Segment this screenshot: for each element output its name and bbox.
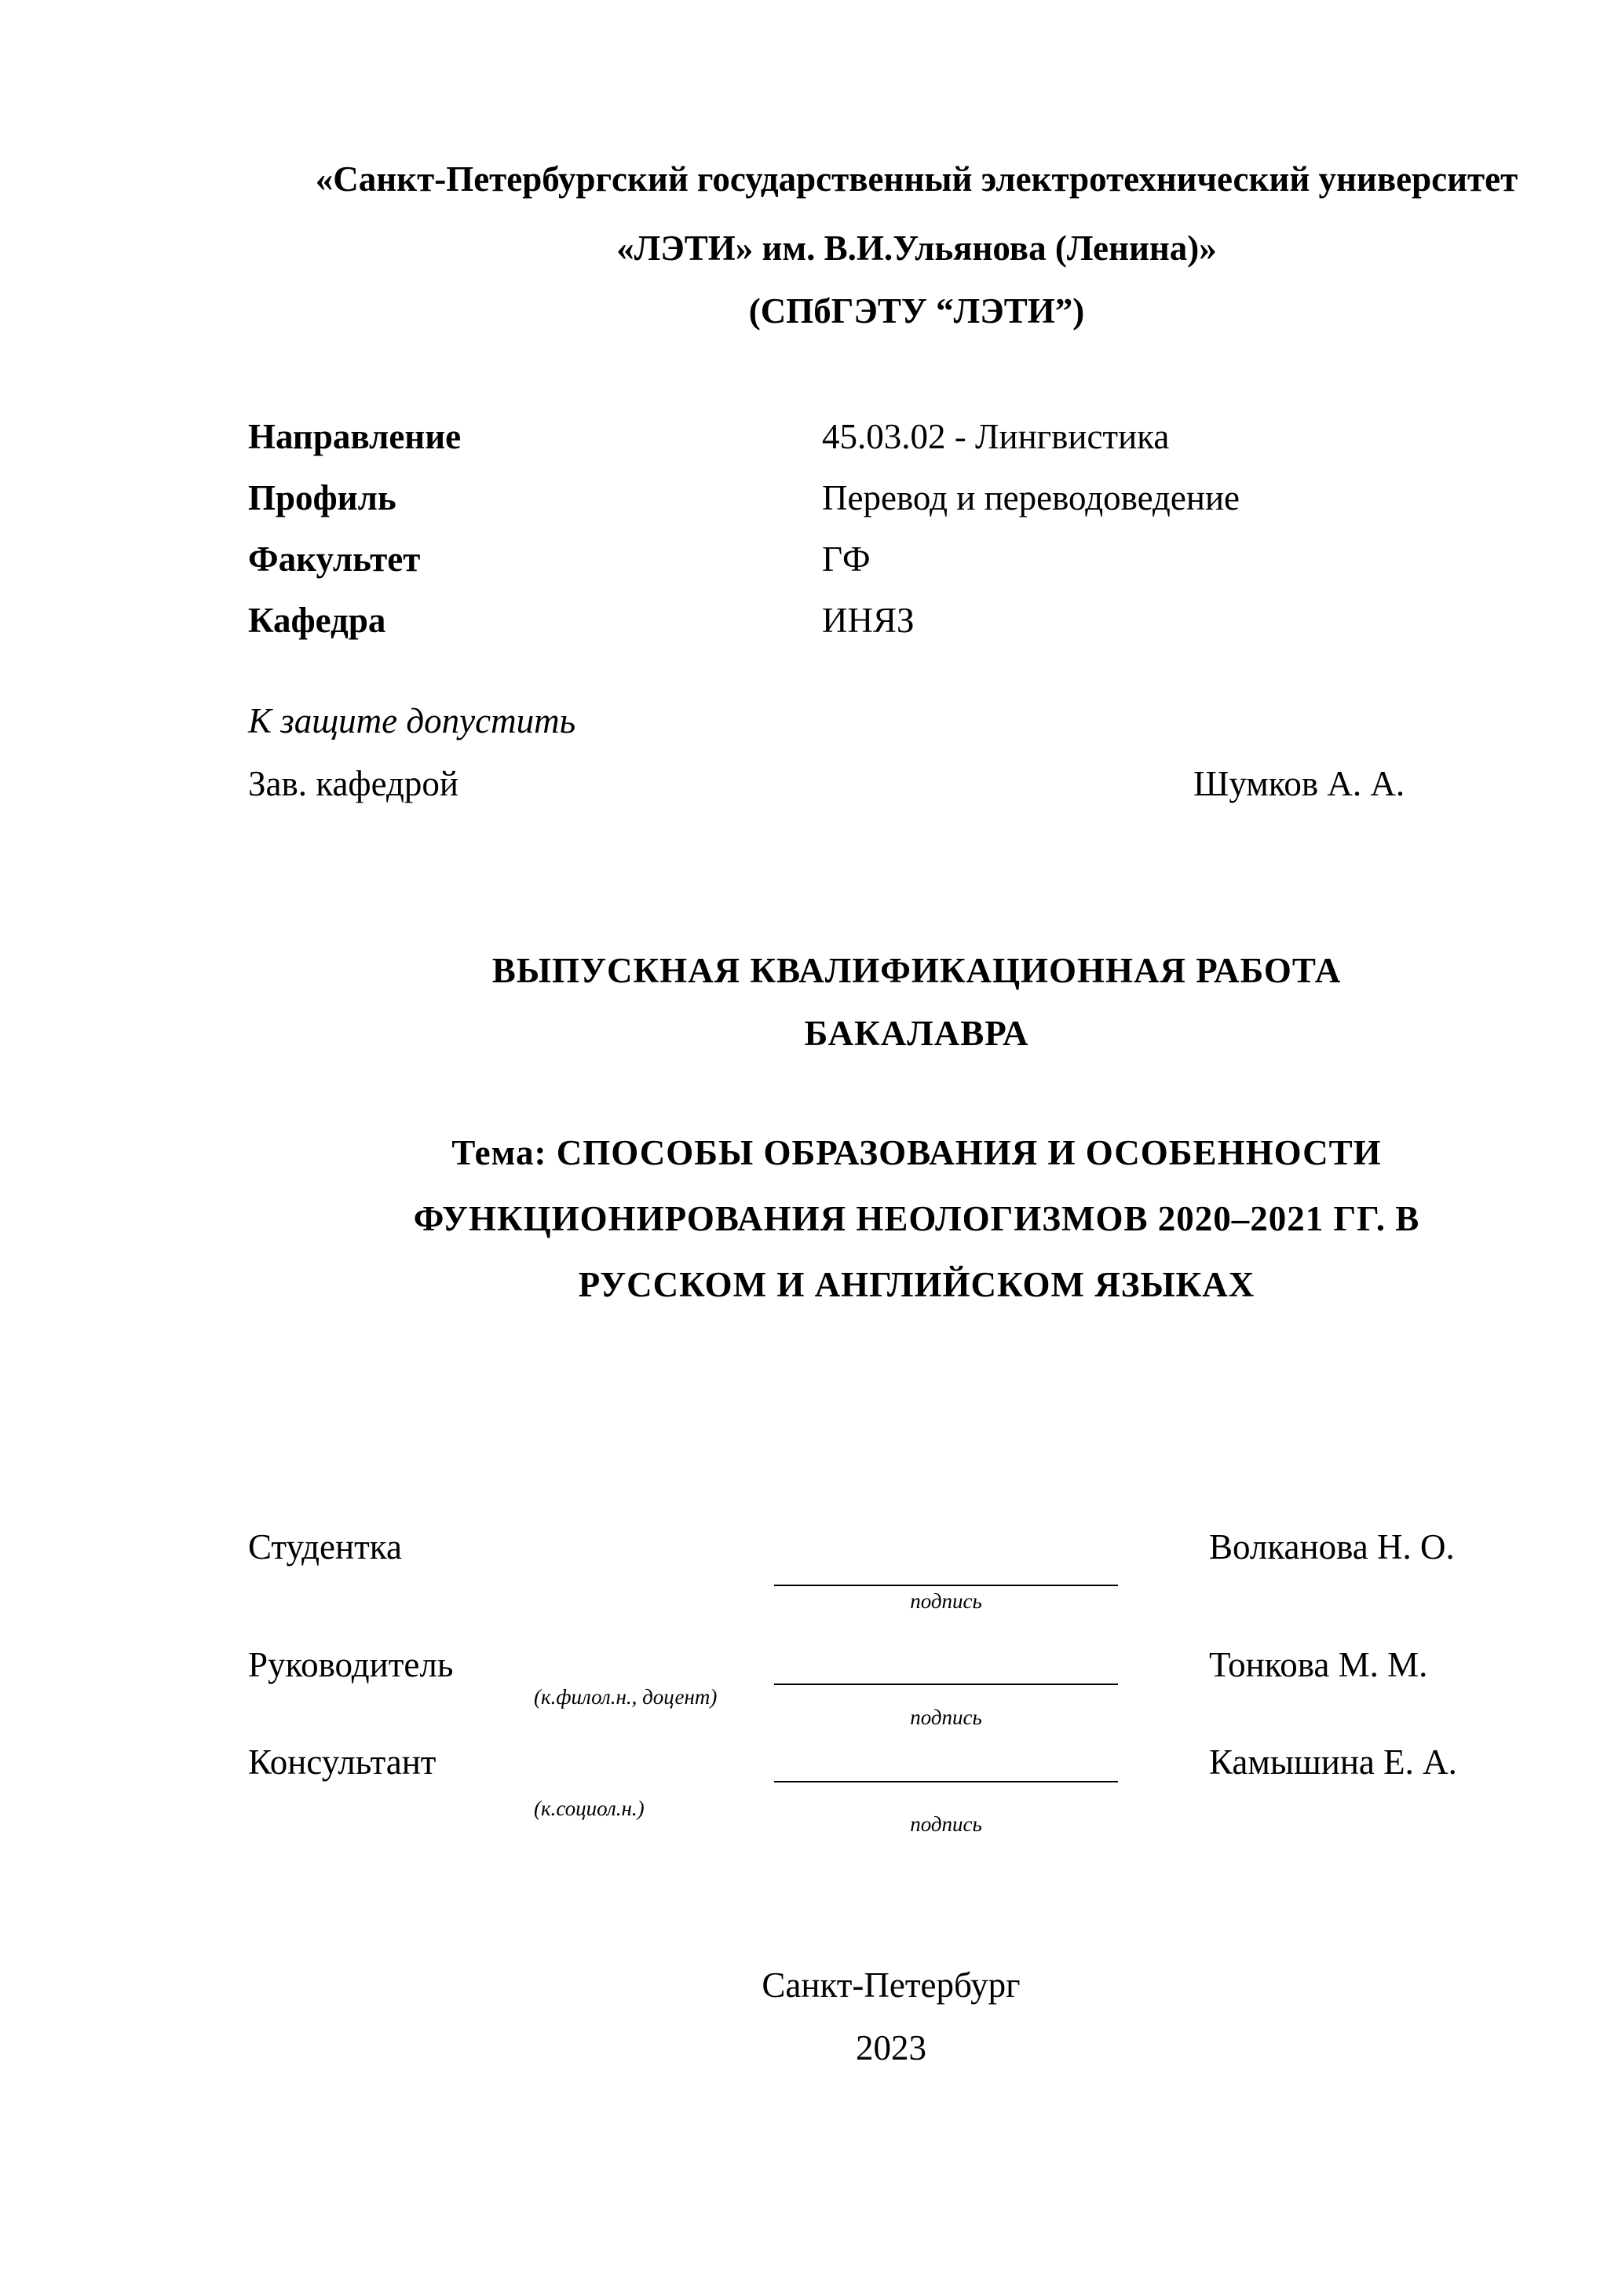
university-abbreviation: (СПбГЭТУ “ЛЭТИ”) xyxy=(748,291,1085,331)
city: Санкт-Петербург xyxy=(762,1965,1021,2005)
faculty-label: Факультет xyxy=(248,539,421,579)
department-label: Кафедра xyxy=(248,601,386,640)
department-value: ИНЯЗ xyxy=(822,601,915,640)
supervisor-signature-caption: подпись xyxy=(910,1706,982,1729)
faculty-value: ГФ xyxy=(822,539,871,579)
profile-label: Профиль xyxy=(248,478,396,517)
consultant-name: Камышина Е. А. xyxy=(1209,1742,1457,1782)
consultant-degree: (к.социол.н.) xyxy=(534,1797,645,1820)
thesis-type-line-2: БАКАЛАВРА xyxy=(804,1014,1029,1053)
direction-label: Направление xyxy=(248,417,462,456)
admit-to-defense: К защите допустить xyxy=(248,701,576,740)
student-role: Студентка xyxy=(248,1527,402,1567)
consultant-role: Консультант xyxy=(248,1742,437,1782)
thesis-topic-line-2: ФУНКЦИОНИРОВАНИЯ НЕОЛОГИЗМОВ 2020–2021 ГГ. В xyxy=(413,1199,1420,1238)
supervisor-signature-line xyxy=(774,1684,1118,1685)
university-name-line-2: «ЛЭТИ» им. В.И.Ульянова (Ленина)» xyxy=(616,229,1217,268)
direction-value: 45.03.02 - Лингвистика xyxy=(822,417,1170,456)
consultant-signature-caption: подпись xyxy=(910,1812,982,1836)
head-of-department-name: Шумков А. А. xyxy=(1193,764,1405,803)
head-of-department-label: Зав. кафедрой xyxy=(248,764,458,803)
profile-value: Перевод и переводоведение xyxy=(822,478,1240,517)
thesis-type-line-1: ВЫПУСКНАЯ КВАЛИФИКАЦИОННАЯ РАБОТА xyxy=(491,951,1342,990)
student-signature-caption: подпись xyxy=(910,1589,982,1613)
supervisor-role: Руководитель xyxy=(248,1645,454,1684)
supervisor-name: Тонкова М. М. xyxy=(1209,1645,1428,1684)
university-name-line-1: «Санкт-Петербургский государственный электротехнический университет xyxy=(315,159,1518,199)
supervisor-degree: (к.филол.н., доцент) xyxy=(534,1685,718,1709)
student-name: Волканова Н. О. xyxy=(1209,1527,1455,1567)
student-signature-line xyxy=(774,1585,1118,1586)
thesis-topic-line-1: Тема: СПОСОБЫ ОБРАЗОВАНИЯ И ОСОБЕННОСТИ xyxy=(451,1133,1382,1172)
consultant-signature-line xyxy=(774,1781,1118,1782)
thesis-topic-line-3: РУССКОМ И АНГЛИЙСКОМ ЯЗЫКАХ xyxy=(578,1265,1255,1304)
year: 2023 xyxy=(856,2028,926,2067)
